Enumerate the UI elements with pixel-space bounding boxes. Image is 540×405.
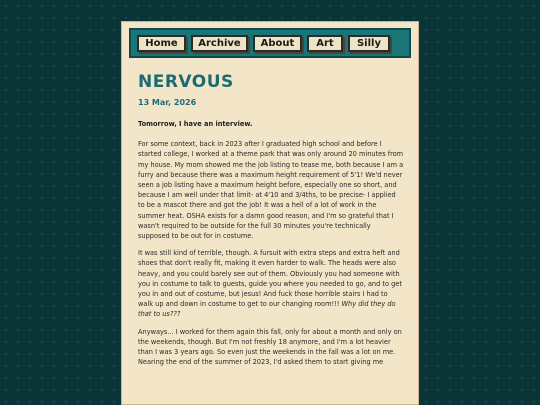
nav-home-button[interactable]: Home [137, 35, 186, 52]
nav-silly-button[interactable]: Silly [348, 35, 390, 52]
paragraph-2-italic: Why did they do that to us??? [138, 300, 396, 319]
nav-archive-button[interactable]: Archive [191, 35, 248, 52]
nav-art-button[interactable]: Art [307, 35, 343, 52]
paragraph-1: For some context, back in 2023 after I graduated high school and before I started college, I worked at a theme park that was only around 20 minutes from my house. My mom showed me the job listing to tease me, both because I am a furry and because there was a maximum height requirement of 5'1! We'd never seen a job listing have a maximum height before, especially one so short, and because I am well under that limit- at 4'10 and 3/4ths, to be precise- I applied to be a mascot there and got the job! It was a hell of a lot of work in the summer heat. OSHA exists for a damn good reason, and I'm so grateful that I wasn't required to be outside for the full 30 minutes you're technically supposed to be out for in costume. [138, 140, 404, 241]
nav-bar [129, 28, 411, 58]
nav-about-button[interactable]: About [253, 35, 302, 52]
post-body [138, 119, 404, 367]
post-date: 13 Mar, 2026 [138, 98, 197, 107]
paragraph-2-text: It was still kind of terrible, though. A fursuit with extra steps and extra heft and shoes that don't really fit, making it even harder to walk. The heads were also heavy, and you could barely see out of them. Obviously you had someone with you in costume to talk to guests, guide you where you needed to go, and to get you in and out of costume, but jesus! And fuck those horrible stairs I had to walk up and down in costume to get to our changing room!!! [138, 249, 402, 309]
paragraph-3: Anyways... I worked for them again this fall, only for about a month and only on the weekends, though. But I'm not freshly 18 anymore, and I'm a lot heavier than I was 3 years ago. So even just the weekends in the fall was a lot on me. Nearing the end of the summer of 2023, I'd asked them to start giving me [138, 327, 402, 367]
post-title: NERVOUS [138, 72, 234, 92]
blog-page [121, 21, 419, 405]
paragraph-2 [138, 248, 404, 319]
post-lead: Tomorrow, I have an interview. [138, 120, 253, 128]
